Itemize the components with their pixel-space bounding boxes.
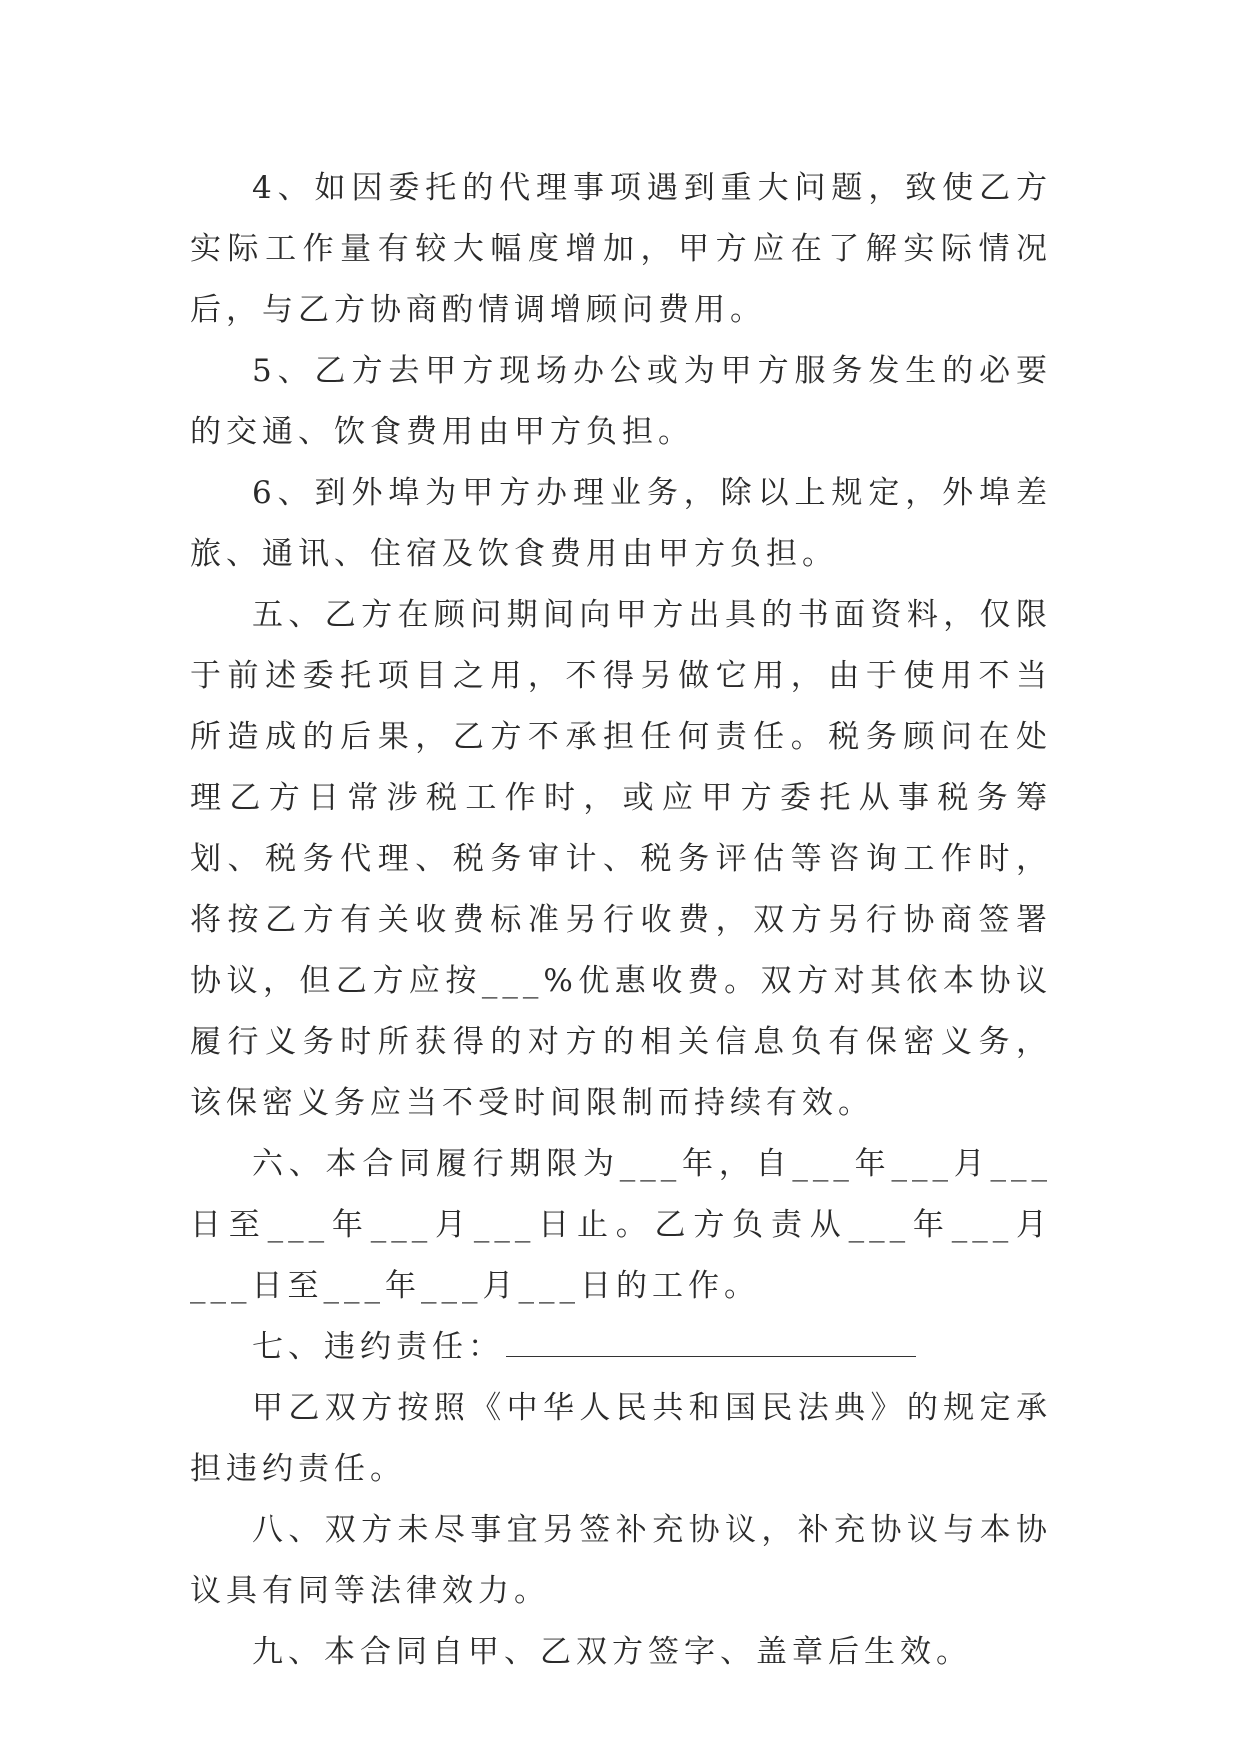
paragraph-section-6: 六、本合同履行期限为___年，自___年___月___日至___年___月___日止。乙方负责从___年___月___日至___年___月___日的工作。 [190, 1146, 1052, 1304]
paragraph-breach-liability: 甲乙双方按照《中华人民共和国民法典》的规定承担违约责任。 [190, 1390, 1052, 1487]
paragraph-section-5: 五、乙方在顾问期间向甲方出具的书面资料，仅限于前述委托项目之用，不得另做它用，由于使用不当所造成的后果，乙方不承担任何责任。税务顾问在处理乙方日常涉税工作时，或应甲方委托从事税务筹划、税务代理、税务审计、税务评估等咨询工作时，将按乙方有关收费标准另行收费，双方另行协商签署协议，但乙方应按___%优惠收费。双方对其依本协议履行义务时所获得的对方的相关信息负有保密义务，该保密义务应当不受时间限制而持续有效。 [190, 597, 1052, 1121]
paragraph-4: 4、如因委托的代理事项遇到重大问题，致使乙方实际工作量有较大幅度增加，甲方应在了解实际情况后，与乙方协商酌情调增顾问费用。 [190, 170, 1052, 328]
paragraph-section-9: 九、本合同自甲、乙双方签字、盖章后生效。 [252, 1634, 972, 1670]
paragraph-section-8: 八、双方未尽事宜另签补充协议，补充协议与本协议具有同等法律效力。 [190, 1512, 1052, 1609]
paragraph-5: 5、乙方去甲方现场办公或为甲方服务发生的必要的交通、饮食费用由甲方负担。 [190, 353, 1052, 450]
document-body [190, 158, 1052, 1683]
breach-heading: 七、违约责任： [252, 1329, 504, 1365]
paragraph-6: 6、到外埠为甲方办理业务，除以上规定，外埠差旅、通讯、住宿及饮食费用由甲方负担。 [190, 475, 1052, 572]
paragraph-section-7 [190, 1317, 1052, 1378]
fill-in-blank-line [506, 1318, 916, 1357]
